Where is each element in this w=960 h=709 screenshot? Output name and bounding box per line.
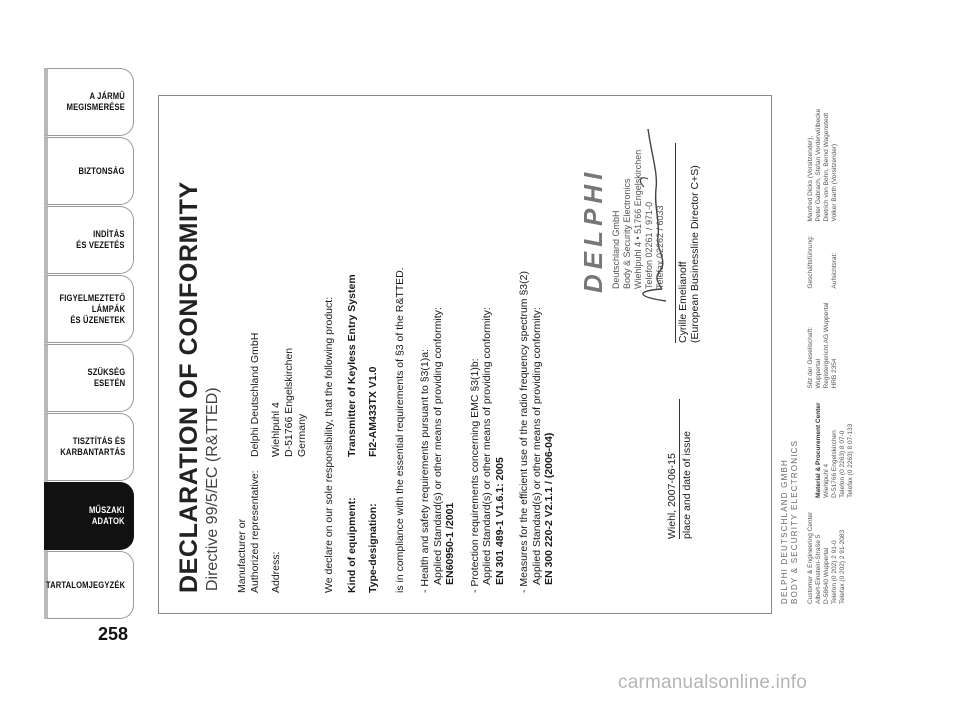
declaration-title: DECLARATION OF CONFORMITY bbox=[175, 181, 203, 593]
footer-col-management-label: Geschäftsführung: Aufsichtsrat: bbox=[807, 235, 838, 289]
kind-value: Transmitter of Keyless Entry System bbox=[346, 274, 358, 457]
tab-label: MŰSZAKI ADATOK bbox=[89, 505, 125, 527]
declaration-document bbox=[158, 95, 772, 614]
issue-place-date bbox=[666, 399, 694, 539]
footer-company-line2: BODY & SECURITY ELECTRONICS bbox=[789, 439, 799, 604]
signer-name: Cyrille Emelianoff bbox=[676, 261, 689, 343]
requirement-radio bbox=[518, 114, 556, 593]
footer-company-line1: DELPHI DEUTSCHLAND GMBH bbox=[780, 459, 789, 604]
declaration-content bbox=[159, 96, 772, 614]
signature-line bbox=[675, 143, 676, 343]
requirement-applied: Applied Standard(s) or other means of providing conformity: bbox=[481, 307, 493, 585]
tab-technical-data[interactable] bbox=[44, 482, 134, 550]
tab-label: FIGYELMEZTETŐ LÁMPÁK ÉS ÜZENETEK bbox=[59, 292, 125, 326]
type-label: Type-designation: bbox=[367, 503, 379, 593]
place-date-label: place and date of issue bbox=[681, 431, 693, 539]
footer-col-engineering: Customer & Engineering Center Albert-Einstein-Straße 5 D-58640 Wuppertal Telefon (0 202) 2 91-0 Telefax (0 202) 2 91-2083 bbox=[807, 511, 846, 604]
tab-label: INDÍTÁS ÉS VEZETÉS bbox=[76, 229, 125, 251]
requirement-applied: Applied Standard(s) or other means of providing conformity: bbox=[530, 307, 543, 585]
tab-emergency[interactable] bbox=[44, 344, 134, 412]
tab-vehicle-overview[interactable] bbox=[44, 68, 134, 136]
signer-title: (European Businessline Director C+S) bbox=[689, 165, 701, 343]
footer-columns bbox=[807, 105, 863, 604]
footer-col-procurement bbox=[807, 402, 863, 497]
manufacturer-value: Delphi Deutschland GmbH bbox=[249, 332, 261, 457]
tab-safety[interactable] bbox=[44, 137, 134, 205]
kind-label: Kind of equipment: bbox=[346, 497, 358, 593]
declaration-subtitle: Directive 99/5/EC (R&TTED) bbox=[204, 387, 221, 591]
requirement-heading: - Health and safety requirements pursuant to §3(1)a: bbox=[419, 349, 431, 593]
requirement-emc bbox=[469, 114, 507, 593]
requirement-standard: EN 300 220-2 V2.1.1 / (2006-04) bbox=[543, 432, 555, 585]
manufacturer-label: Manufacturer or Authorized representative: bbox=[236, 470, 261, 593]
requirement-heading: - Measures for the efficient use of the radio frequency spectrum §3(2) bbox=[518, 271, 530, 593]
requirement-applied: Applied Standard(s) or other means of providing conformity: bbox=[431, 307, 444, 585]
tab-starting-driving[interactable] bbox=[44, 206, 134, 274]
letterhead-footer-content bbox=[776, 95, 896, 614]
footer-col-procurement-title: Material & Procurement Center bbox=[815, 402, 822, 498]
signer bbox=[674, 143, 702, 343]
watermark-text: carmanualsonline.info bbox=[618, 672, 808, 693]
page-number: 258 bbox=[98, 624, 129, 644]
address-label: Address: bbox=[270, 551, 282, 593]
tab-label: SZÜKSÉG ESETÉN bbox=[87, 367, 125, 389]
place-date-line bbox=[679, 399, 680, 539]
requirement-heading: - Protection requirements concerning EMC §3(1)b: bbox=[468, 358, 481, 593]
declare-text: We declare on our sole responsibility, that the following product: bbox=[323, 296, 335, 593]
tab-warning-lights[interactable] bbox=[44, 275, 134, 343]
delphi-logo: DELPHI bbox=[577, 167, 608, 293]
footer-col-procurement-body: Wiehlpuhl 4 D-51766 Engelskirchen Telefon (0 2263) 8 07-0 Telefax (0 2263) 8 07-133 bbox=[823, 423, 854, 498]
product-fields bbox=[346, 114, 380, 593]
company-address: Deutschland GmbH Body & Security Electronics Wiehlpuhl 4 • 51766 Engelskirchen Telefon 02261 / 971-0 Telefax 02262 / 6033 bbox=[610, 149, 665, 289]
requirement-health bbox=[419, 114, 457, 593]
footer-col-management: Manfred Dicks (Vorsitzender), Peter Gabrach, Stefan Vorderwülbecke Dietrich von Bohn, Bernd Wagenstedt Volker Barth (Vorsitzender) bbox=[807, 108, 838, 222]
tab-label: BIZTONSÁG bbox=[78, 165, 125, 177]
letterhead-footer bbox=[776, 95, 896, 614]
tab-label: TISZTÍTÁS ÉS KARBANTARTÁS bbox=[59, 436, 125, 458]
compliance-text: is in compliance with the essential requirements of §3 of the R&TTED. bbox=[394, 267, 406, 593]
signature-scribble bbox=[628, 117, 672, 307]
tab-label: TARTALOMJEGYZÉK bbox=[45, 579, 125, 591]
tab-label: A JÁRMŰ MEGISMERÉSE bbox=[66, 91, 125, 113]
tab-maintenance[interactable] bbox=[44, 413, 134, 481]
requirement-standard: EN60950-1 /2001 bbox=[444, 502, 456, 585]
requirement-standard: EN 301 489-1 V1.6.1: 2005 bbox=[493, 457, 506, 585]
address-value: Wiehlpuhl 4 D-51766 Engelskirchen Germany bbox=[270, 347, 308, 457]
type-value: FI2-AM433TX V1.0 bbox=[367, 366, 379, 457]
declaration-fields bbox=[236, 114, 309, 593]
signature-area bbox=[570, 114, 720, 593]
tab-contents[interactable] bbox=[44, 551, 134, 619]
footer-col-registry: Sitz der Gesellschaft: Wuppertal Registergericht AG Wuppertal HRB 2354 bbox=[807, 302, 838, 389]
place-date-value: Wiehl, 2007-06-15 bbox=[665, 453, 678, 539]
